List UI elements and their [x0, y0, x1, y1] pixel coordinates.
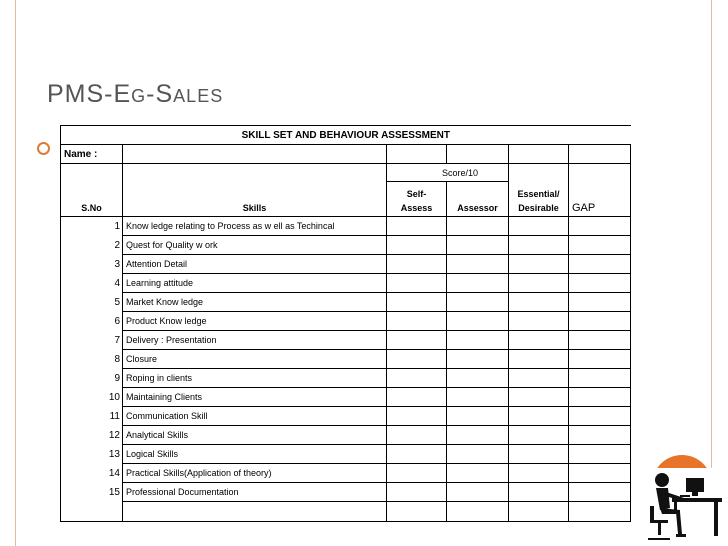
row-number: 5: [61, 293, 123, 312]
assessor-cell[interactable]: [447, 312, 509, 331]
essential-cell[interactable]: [509, 236, 569, 255]
assessor-cell[interactable]: [447, 350, 509, 369]
assessor-cell[interactable]: [447, 255, 509, 274]
row-number: 9: [61, 369, 123, 388]
skills-header: Skills: [123, 199, 387, 217]
row-number: 4: [61, 274, 123, 293]
essential-cell[interactable]: [509, 426, 569, 445]
assessment-table: [60, 125, 631, 522]
row-number: 10: [61, 388, 123, 407]
skill-rows: [61, 217, 631, 502]
table-row: [61, 369, 631, 388]
assessor-header: Assessor: [447, 199, 509, 217]
sno-header: S.No: [61, 199, 123, 217]
assessor-cell[interactable]: [447, 426, 509, 445]
gap-header: GAP: [569, 199, 631, 217]
assessor-cell[interactable]: [447, 388, 509, 407]
assessor-cell[interactable]: [447, 407, 509, 426]
self-assess-cell[interactable]: [387, 464, 447, 483]
table-row: [61, 274, 631, 293]
table-row: [61, 236, 631, 255]
table-row: [61, 217, 631, 236]
row-number: 2: [61, 236, 123, 255]
skill-name: Quest for Quality w ork: [123, 236, 387, 255]
skill-name: Product Know ledge: [123, 312, 387, 331]
slide-title: PMS-Eg-Sales: [47, 80, 224, 108]
name-label: Name :: [61, 145, 123, 164]
essential-cell[interactable]: [509, 312, 569, 331]
self-assess-cell[interactable]: [387, 407, 447, 426]
skill-name: Logical Skills: [123, 445, 387, 464]
self-assess-cell[interactable]: [387, 331, 447, 350]
essential-cell[interactable]: [509, 388, 569, 407]
skill-name: Roping in clients: [123, 369, 387, 388]
essential-cell[interactable]: [509, 407, 569, 426]
self-assess-cell[interactable]: [387, 312, 447, 331]
table-row: [61, 293, 631, 312]
row-number: 13: [61, 445, 123, 464]
table-row: [61, 350, 631, 369]
gap-cell[interactable]: [569, 331, 631, 350]
assessment-sheet: [60, 125, 630, 522]
skill-name: Maintaining Clients: [123, 388, 387, 407]
person-at-computer-icon: [640, 468, 728, 546]
skill-name: Delivery : Presentation: [123, 331, 387, 350]
essential-cell[interactable]: [509, 331, 569, 350]
sheet-heading: SKILL SET AND BEHAVIOUR ASSESSMENT: [61, 126, 631, 145]
essential-cell[interactable]: [509, 483, 569, 502]
self-assess-cell[interactable]: [387, 445, 447, 464]
self-assess-cell[interactable]: [387, 350, 447, 369]
circle-bullet-icon: [37, 142, 50, 155]
table-row: [61, 255, 631, 274]
self-assess-cell[interactable]: [387, 483, 447, 502]
skill-name: Learning attitude: [123, 274, 387, 293]
row-number: 15: [61, 483, 123, 502]
self-assess-header-line2: Assess: [387, 199, 447, 217]
essential-cell[interactable]: [509, 255, 569, 274]
gap-cell[interactable]: [569, 483, 631, 502]
gap-cell[interactable]: [569, 464, 631, 483]
row-number: 6: [61, 312, 123, 331]
gap-cell[interactable]: [569, 236, 631, 255]
gap-cell[interactable]: [569, 255, 631, 274]
assessor-cell[interactable]: [447, 274, 509, 293]
self-assess-header-line1: Self-: [387, 182, 447, 200]
essential-cell[interactable]: [509, 350, 569, 369]
gap-cell[interactable]: [569, 217, 631, 236]
essential-cell[interactable]: [509, 464, 569, 483]
score-header: Score/10: [387, 164, 509, 182]
gap-cell[interactable]: [569, 426, 631, 445]
row-number: 12: [61, 426, 123, 445]
row-number: 11: [61, 407, 123, 426]
row-number: 7: [61, 331, 123, 350]
self-assess-cell[interactable]: [387, 255, 447, 274]
assessor-cell[interactable]: [447, 293, 509, 312]
gap-cell[interactable]: [569, 274, 631, 293]
self-assess-cell[interactable]: [387, 293, 447, 312]
assessor-cell[interactable]: [447, 483, 509, 502]
self-assess-cell[interactable]: [387, 236, 447, 255]
self-assess-cell[interactable]: [387, 426, 447, 445]
gap-cell[interactable]: [569, 445, 631, 464]
row-number: 8: [61, 350, 123, 369]
skill-name: Attention Detail: [123, 255, 387, 274]
assessor-cell[interactable]: [447, 217, 509, 236]
essential-cell[interactable]: [509, 369, 569, 388]
self-assess-cell[interactable]: [387, 369, 447, 388]
row-number: 1: [61, 217, 123, 236]
row-number: 14: [61, 464, 123, 483]
assessor-cell[interactable]: [447, 369, 509, 388]
essential-header-line2: Desirable: [509, 199, 569, 217]
table-row: [61, 331, 631, 350]
gap-cell[interactable]: [569, 369, 631, 388]
gap-cell[interactable]: [569, 312, 631, 331]
essential-cell[interactable]: [509, 274, 569, 293]
essential-cell[interactable]: [509, 293, 569, 312]
table-row: [61, 464, 631, 483]
essential-header-line1: Essential/: [509, 182, 569, 200]
assessor-cell[interactable]: [447, 236, 509, 255]
skill-name: Closure: [123, 350, 387, 369]
skill-name: Market Know ledge: [123, 293, 387, 312]
self-assess-cell[interactable]: [387, 388, 447, 407]
gap-cell[interactable]: [569, 388, 631, 407]
table-row: [61, 483, 631, 502]
gap-cell[interactable]: [569, 293, 631, 312]
table-row: [61, 388, 631, 407]
table-row: [61, 426, 631, 445]
assessor-cell[interactable]: [447, 464, 509, 483]
skill-name: Analytical Skills: [123, 426, 387, 445]
table-row: [61, 445, 631, 464]
self-assess-cell[interactable]: [387, 217, 447, 236]
assessor-cell[interactable]: [447, 445, 509, 464]
row-number: 3: [61, 255, 123, 274]
skill-name: Professional Documentation: [123, 483, 387, 502]
table-row: [61, 312, 631, 331]
essential-cell[interactable]: [509, 217, 569, 236]
essential-cell[interactable]: [509, 445, 569, 464]
gap-cell[interactable]: [569, 407, 631, 426]
name-field[interactable]: [123, 145, 387, 164]
skill-name: Communication Skill: [123, 407, 387, 426]
skill-name: Practical Skills(Application of theory): [123, 464, 387, 483]
gap-cell[interactable]: [569, 350, 631, 369]
skill-name: Know ledge relating to Process as w ell as Techincal: [123, 217, 387, 236]
table-row: [61, 407, 631, 426]
self-assess-cell[interactable]: [387, 274, 447, 293]
assessor-cell[interactable]: [447, 331, 509, 350]
